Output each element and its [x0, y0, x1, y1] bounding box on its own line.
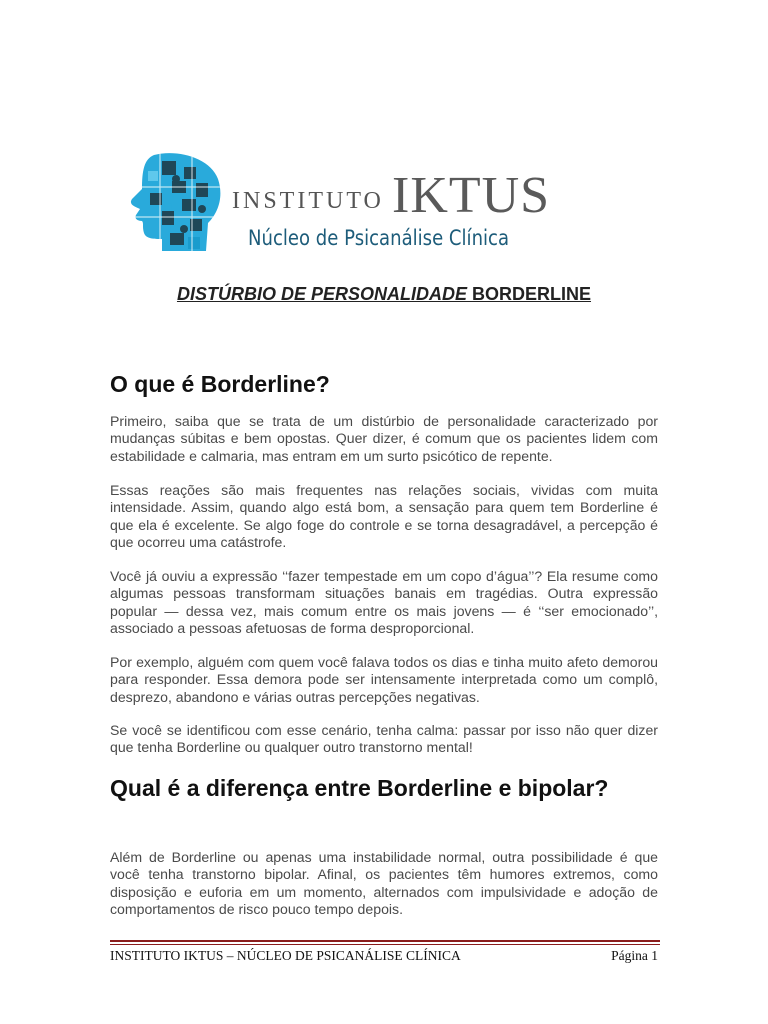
logo-name-small: INSTITUTO: [232, 188, 384, 214]
logo-name-big: IKTUS: [392, 167, 551, 224]
section-heading: O que é Borderline?: [110, 371, 330, 397]
document-title-part1: DISTÚRBIO DE PERSONALIDADE: [176, 284, 472, 304]
footer-rule: [110, 944, 660, 945]
footer-institution: INSTITUTO IKTUS – NÚCLEO DE PSICANÁLISE CLÍNICA: [110, 948, 461, 963]
page-number: Página 1: [611, 948, 658, 963]
logo-subtitle: Núcleo de Psicanálise Clínica: [248, 226, 510, 250]
footer-rule: [110, 940, 660, 942]
document-title-emphasis: BORDERLINE: [472, 284, 592, 304]
puzzle-head-icon: [126, 153, 224, 253]
paragraph: Se você se identificou com esse cenário, tenha calma: passar por isso não quer dizer que tenha Borderline ou qualquer outro transtorno mental!: [110, 722, 658, 756]
document-title: [0, 284, 768, 305]
paragraph: Essas reações são mais frequentes nas relações sociais, vividas com muita intensidade. Assim, quando algo está bom, a sensação para quem tem Borderline é que ela é excelente. Se algo foge do controle e se torna desagradável, a percepção é que ocorreu uma catástrofe.: [110, 482, 658, 550]
paragraph: Primeiro, saiba que se trata de um distúrbio de personalidade caracterizado por mudanças súbitas e bem opostas. Quer dizer, é comum que os pacientes lidem com estabilidade e calmaria, mas entram em um surto psicótico de repente.: [110, 413, 658, 464]
paragraph: Por exemplo, alguém com quem você falava todos os dias e tinha muito afeto demorou para responder. Essa demora pode ser intensamente interpretada como um complô, desprezo, abandono e várias outras percepções negativas.: [110, 654, 658, 705]
paragraph: Além de Borderline ou apenas uma instabilidade normal, outra possibilidade é que você tenha transtorno bipolar. Afinal, os pacientes têm humores extremos, como disposição e euforia em um momento, alternados com impulsividade e adoção de comportamentos de risco pouco tempo depois.: [110, 849, 658, 917]
section-heading: Qual é a diferença entre Borderline e bipolar?: [110, 775, 609, 801]
paragraph: Você já ouviu a expressão ‘‘fazer tempestade em um copo d’água’’? Ela resume como algumas pessoas transformam situações banais em tragédias. Outra expressão popular — dessa vez, mais comum entre os mais jovens — é ‘‘ser emocionado’’, associado a pessoas afetuosas de forma desproporcional.: [110, 568, 658, 636]
